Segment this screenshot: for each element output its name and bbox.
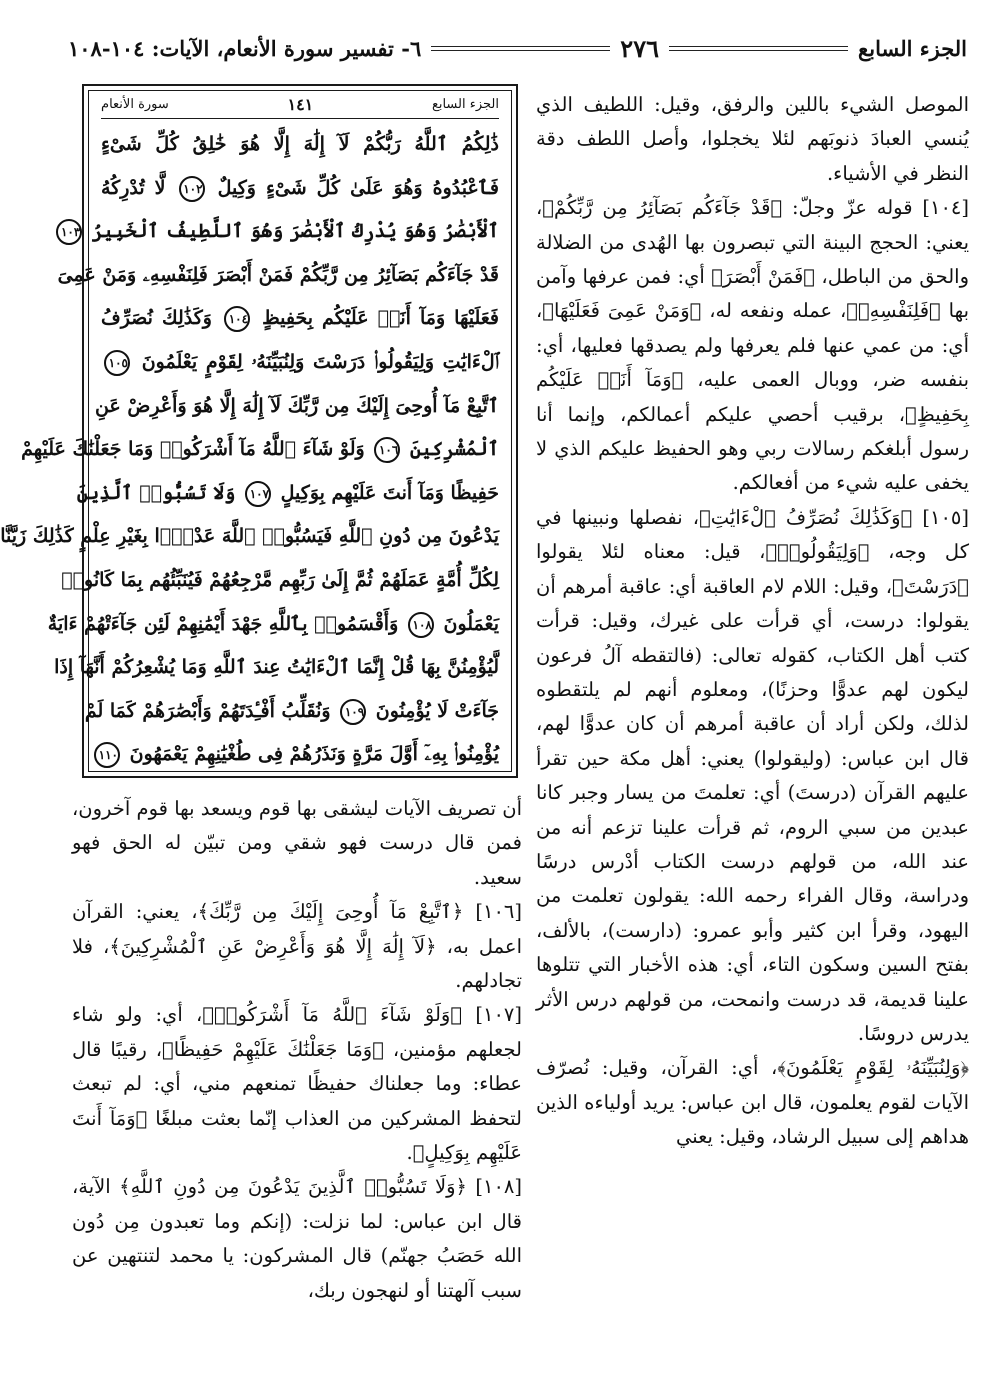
ayah-text: لَّا تُدْرِكُهُ bbox=[101, 176, 166, 199]
mushaf-line bbox=[21, 428, 499, 472]
mushaf-line bbox=[101, 167, 499, 211]
mushaf-line bbox=[101, 123, 499, 167]
mushaf-frame bbox=[0, 90, 512, 772]
ayah-text: وَلَوْ شَآءَ ٱللَّهُ مَآ أَشْرَكُوا۟ وَمَا جَعَلْنَٰكَ عَلَيْهِمْ bbox=[21, 438, 365, 461]
ayah-number-marker: ١٠٩ bbox=[340, 699, 366, 725]
header-section: ٦- تفسير سورة الأنعام، الآيات: ١٠٤-١٠٨ bbox=[68, 35, 422, 61]
paragraph: [١٠٨] ﴿وَلَا تَسُبُّوا۟ ٱلَّذِينَ يَدْعُونَ مِن دُونِ ٱللَّهِ﴾ الآية، قال ابن عباس: لما نزلت: (إنكم وما تعبدون مِن دُون الله حَصَبُ جهنّم) قال المشركون: يا محمد لتنتهين عن سبب آلهتنا أو لنهجون ربك، bbox=[72, 1175, 522, 1302]
ayah-text: جَآءَتْ لَا يُؤْمِنُونَ bbox=[375, 699, 499, 722]
paragraph: [١٠٥] ﴿وَكَذَٰلِكَ نُصَرِّفُ ٱلْءَايَٰتِ﴾، نفصلها ونبينها في كل وجه، ﴿وَلِيَقُولُوا۟﴾، قيل: معناه لئلا يقولوا ﴿دَرَسْتَ﴾، وقيل: اللام لام العاقبة أي: عاقبة أمرهم أن يقولوا: درست، أي قرأت على غيرك، وقيل: قرأت كتب أهل الكتاب، كقوله تعالى: (فالتقطه آلُ فرعون ليكون لهم عدوًّا وحزنًا)، ومعلوم أنهم لم يلتقطوه لذلك، ولكن أراد أن عاقبة أمرهم أن كان عدوًّا لهم، قال ابن عباس: (وليقولوا) يعني: أهل مكة حين تقرأ عليهم القرآن (درستَ) أي: تعلمتَ من يسار وجبر كانا عبدين من سبي الروم، ثم قرأت علينا تزعم أنه من عند الله، من قولهم درست الكتاب أدْرس درسًا ودراسة، وقال الفراء رحمه الله: يقولون تعلمت من اليهود، وقرأ ابن كثير وأبو عمرو: (دارست)، بالألف، بفتح السين وسكون التاء، أي: هذه الأخبار التي تتلوها علينا قديمة، قد درست وانمحت، من قولهم درس الأثر يدرس دروسًا. bbox=[536, 505, 969, 1045]
running-header bbox=[68, 28, 967, 68]
ayah-number-marker: ١٠٨ bbox=[408, 612, 434, 638]
ayah-number-marker: ١٠٥ bbox=[104, 350, 130, 376]
mushaf-line bbox=[84, 690, 499, 734]
mushaf-surah-label: سورة الأنعام bbox=[101, 97, 169, 112]
ayah-text: ٱلْأَبْصَٰرُ وَهُوَ يُدْرِكُ ٱلْأَبْصَٰرَ وَهُوَ ٱللَّطِيفُ ٱلْخَبِيرُ bbox=[91, 220, 499, 243]
ayah-text: ٱلْءَايَٰتِ وَلِيَقُولُوا۟ دَرَسْتَ وَلِنُبَيِّنَهُۥ لِقَوْمٍ يَعْلَمُونَ bbox=[141, 350, 499, 373]
ayah-text: وَلَا تَسُبُّوا۟ ٱلَّذِينَ bbox=[76, 481, 236, 504]
ayah-text: حَفِيظًا وَمَآ أَنتَ عَلَيْهِم بِوَكِيلٍ bbox=[280, 481, 499, 504]
ayah-text: ذَٰلِكُمُ ٱللَّهُ رَبُّكُمْ لَآ إِلَٰهَ إِلَّا هُوَ خَٰلِقُ كُلِّ شَىْءٍ bbox=[101, 133, 499, 155]
mushaf-line bbox=[94, 385, 499, 429]
mushaf-page-number: ١٤١ bbox=[287, 95, 314, 114]
mushaf-line bbox=[60, 210, 499, 254]
paragraph: [١٠٧] ﴿وَلَوْ شَآءَ ٱللَّهُ مَآ أَشْرَكُوا۟﴾، أي: ولو شاء لجعلهم مؤمنين، ﴿وَمَا جَعَلْنَٰكَ عَلَيْهِمْ حَفِيظًا﴾، رقيبًا قال عطاء: وما جعلناك حفيظًا تمنعهم مني، أي: لم تبعث لتحفظ المشركين من العذاب إنّما بعثت مبلغًا ﴿وَمَآ أَنتَ عَلَيْهِم بِوَكِيلٍ﴾. bbox=[72, 1003, 522, 1165]
paragraph: ﴿وَلِنُبَيِّنَهُۥ لِقَوْمٍ يَعْلَمُونَ﴾، أي: القرآن، وقيل: نُصرّف الآيات لقوم يعلمون، قال ابن عباس: يريد أولياءه الذين هداهم إلى سبيل الرشاد، وقيل: يعني bbox=[536, 1056, 969, 1149]
mushaf-line bbox=[98, 733, 499, 777]
mushaf-part-label: الجزء السابع bbox=[431, 97, 499, 112]
ayah-text: ٱتَّبِعْ مَآ أُوحِىَ إِلَيْكَ مِن رَّبِّكَ لَآ إِلَٰهَ إِلَّا هُوَ وَأَعْرِضْ عَنِ bbox=[94, 394, 499, 417]
mushaf-box bbox=[0, 84, 518, 778]
ayah-text: لَّيُؤْمِنُنَّ بِهَا قُلْ إِنَّمَا ٱلْءَايَٰتُ عِندَ ٱللَّهِ وَمَا يُشْعِرُكُمْ أَنَّهَآ إِذَا bbox=[54, 656, 499, 679]
paragraph: الموصل الشيء باللين والرفق، وقيل: اللطيف الذي يُنسي العبادَ ذنوبَهم لئلا يخجلوا، وأصل اللطف دقة النظر في الأشياء. bbox=[536, 93, 969, 185]
ayah-text: يَعْمَلُونَ bbox=[443, 612, 499, 635]
mushaf-header bbox=[101, 91, 499, 119]
mushaf-line bbox=[0, 515, 499, 559]
ayah-text: وَنُقَلِّبُ أَفْـِٔدَتَهُمْ وَأَبْصَٰرَهُمْ كَمَا لَمْ bbox=[84, 699, 331, 722]
ayah-number-marker: ١٠٤ bbox=[224, 306, 250, 332]
paragraph: [١٠٤] قوله عزّ وجلّ: ﴿قَدْ جَآءَكُم بَصَآئِرُ مِن رَّبِّكُمْ﴾، يعني: الحجج البينة التي تبصرون بها الهُدى من الضلالة والحق من الباطل، ﴿فَمَنْ أَبْصَرَ﴾ أي: فمن عرفها وآمن بها ﴿فَلِنَفْسِهِۦ﴾، عمله ونفعه له، ﴿وَمَنْ عَمِىَ فَعَلَيْهَا﴾، أي: من عمي عنها فلم يعرفها ولم يصدقها فعليها، أي: بنفسه ضر، ووبال العمى عليه، ﴿وَمَآ أَنَا۠ عَلَيْكُم بِحَفِيظٍ﴾، برقيب أحصي عليكم أعمالكم، وإنما أنا رسول أبلغكم رسالات ربي وهو الحفيظ عليكم الذي لا يخفى عليه شيء من أفعالكم. bbox=[536, 196, 969, 495]
mushaf-line bbox=[57, 254, 499, 298]
mushaf-line bbox=[101, 297, 499, 341]
left-column bbox=[72, 792, 522, 1382]
mushaf-line bbox=[47, 603, 499, 647]
header-part: الجزء السابع bbox=[858, 35, 967, 61]
ayah-text: قَدْ جَآءَكُم بَصَآئِرُ مِن رَّبِّكُمْ فَمَنْ أَبْصَرَ فَلِنَفْسِهِۦ وَمَنْ عَمِىَ bbox=[57, 263, 499, 286]
mushaf-line bbox=[61, 559, 499, 603]
ayah-text: يُؤْمِنُوا۟ بِهِۦٓ أَوَّلَ مَرَّةٍ وَنَذَرُهُمْ فِى طُغْيَٰنِهِمْ يَعْمَهُونَ bbox=[129, 743, 499, 766]
ayah-text: لِكُلِّ أُمَّةٍ عَمَلَهُمْ ثُمَّ إِلَىٰ رَبِّهِم مَّرْجِعُهُمْ فَيُنَبِّئُهُم بِمَا كَانُوا۟ bbox=[61, 568, 499, 591]
header-rule-left bbox=[431, 46, 610, 51]
ayah-text: وَكَذَٰلِكَ نُصَرِّفُ bbox=[101, 307, 212, 330]
ayah-number-marker: ١١٠ bbox=[94, 742, 120, 768]
mushaf-line bbox=[101, 341, 499, 385]
ayah-number-marker: ١٠٣ bbox=[56, 219, 82, 245]
header-rule-right bbox=[669, 46, 848, 51]
mushaf-line bbox=[54, 646, 499, 690]
ayah-number-marker: ١٠٦ bbox=[374, 437, 400, 463]
ayah-text: ٱلْمُشْرِكِينَ bbox=[409, 438, 499, 461]
ayah-number-marker: ١٠٢ bbox=[179, 176, 205, 202]
ayah-text: فَعَلَيْهَا وَمَآ أَنَا۠ عَلَيْكُم بِحَفِيظٍ bbox=[262, 307, 499, 330]
mushaf-line bbox=[76, 472, 499, 516]
mushaf-lines bbox=[0, 119, 500, 777]
paragraph: أن تصريف الآيات ليشقى بها قوم ويسعد بها قوم آخرون، فمن قال درست فهو شقي ومن تبيّن له الحق فهو سعيد. bbox=[72, 797, 522, 889]
ayah-text: فَٱعْبُدُوهُ وَهُوَ عَلَىٰ كُلِّ شَىْءٍ وَكِيلٌ bbox=[217, 176, 500, 199]
ayah-number-marker: ١٠٧ bbox=[245, 481, 271, 507]
right-column bbox=[536, 88, 969, 1378]
paragraph: [١٠٦] ﴿ٱتَّبِعْ مَآ أُوحِىَ إِلَيْكَ مِن رَّبِّكَ﴾، يعني: القرآن اعمل به، ﴿لَآ إِلَٰهَ إِلَّا هُوَ وَأَعْرِضْ عَنِ ٱلْمُشْرِكِينَ﴾، فلا تجادلهم. bbox=[72, 900, 522, 993]
ayah-text: يَدْعُونَ مِن دُونِ ٱللَّهِ فَيَسُبُّوا۟ ٱللَّهَ عَدْوًۢا بِغَيْرِ عِلْمٍ كَذَٰلِكَ زَيَّنَّا bbox=[0, 525, 499, 548]
header-page-number: ٢٧٦ bbox=[620, 33, 659, 63]
ayah-text: وَأَقْسَمُوا۟ بِٱللَّهِ جَهْدَ أَيْمَٰنِهِمْ لَئِن جَآءَتْهُمْ ءَايَةٌ bbox=[47, 612, 399, 635]
